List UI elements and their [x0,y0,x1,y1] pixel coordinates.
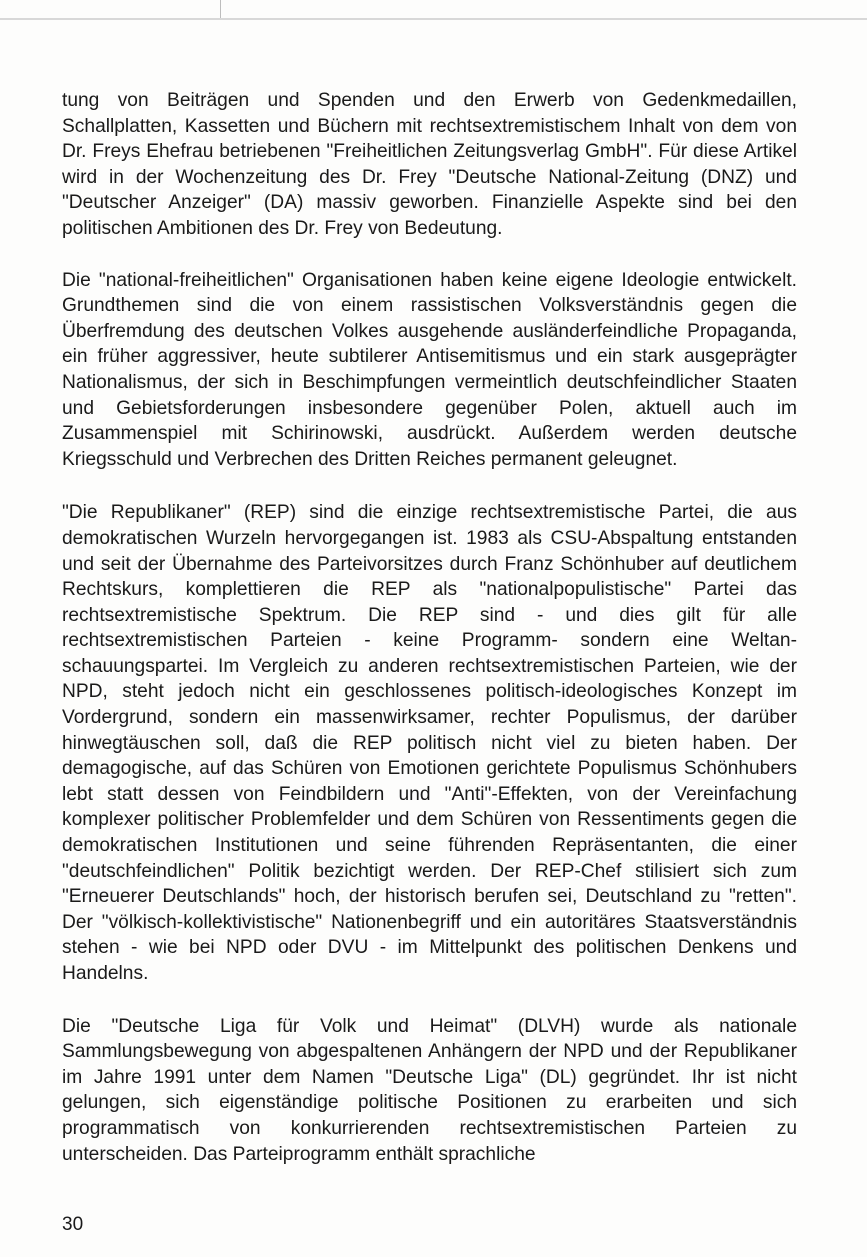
scan-top-edge [0,18,867,20]
body-text [62,88,797,1192]
paragraph-funding: tung von Beiträgen und Spenden und den Erwerb von Gedenkmedaillen, Schallplatten, Kassetten und Büchern mit rechtsextremistischem Inhalt von dem von Dr. Freys Ehefrau betriebenen "Freiheitlichen Zeitungsverlag GmbH". Für diese Artikel wird in der Wochenzeitung des Dr. Frey "Deutsche National-Zeitung (DNZ) und "Deutscher Anzeiger" (DA) massiv geworben. Finanzielle Aspekte sind bei den politischen Ambitionen des Dr. Frey von Bedeutung. [62,90,797,239]
scan-edge-mark [220,0,221,18]
paragraph-republikaner: "Die Republikaner" (REP) sind die einzige rechtsextremistische Partei, die aus demokratischen Wurzeln hervorgegangen ist. 1983 als CSU-Abspaltung entstanden und seit der Übernahme des Parteivorsitzes durch Franz Schönhuber auf deutlichem Rechtskurs, komplettieren die REP als "nationalpopulistische" Partei das rechtsextremistische Spektrum. Die REP sind - und dies gilt für alle rechtsextremistischen Parteien - keine Programm- sondern eine Weltanschauungspartei. Im Vergleich zu anderen rechtsextremistischen Parteien, wie der NPD, steht jedoch nicht ein geschlossenes politisch-ideologisches Konzept im Vordergrund, sondern ein massenwirksamer, rechter Populismus, der darüber hinwegtäuschen soll, daß die REP politisch nicht viel zu bieten haben. Der demagogische, auf das Schüren von Emotionen gerichtete Populismus Schönhubers lebt statt dessen von Feindbildern und "Anti"-Effekten, von der Vereinfachung komplexer politischer Problemfelder und dem Schüren von Ressentiments gegen die demokratischen Institutionen und seine führenden Repräsentanten, die einer "deutschfeindlichen" Politik bezichtigt werden. Der REP-Chef stilisiert sich zum "Erneuerer Deutschlands" hoch, der historisch berufen sei, Deutschland zu "retten". Der "völkisch-kollektivistische" Nationenbegriff und ein autoritäres Staatsverständnis stehen - wie bei NPD oder DVU - im Mittelpunkt des politischen Denkens und Handelns. [62,502,797,984]
paragraph-dlvh: Die "Deutsche Liga für Volk und Heimat" (DLVH) wurde als nationale Sammlungsbewegung von abgespaltenen Anhängern der NPD und der Republikaner im Jahre 1991 unter dem Namen "Deutsche Liga" (DL) gegründet. Ihr ist nicht gelungen, sich eigenständige politische Positionen zu erarbeiten und sich programmatisch von konkurrierenden rechtsextremistischen Parteien zu unterscheiden. Das Parteiprogramm enthält sprachliche [62,1015,797,1165]
paragraph-ideology: Die "national-freiheitlichen" Organisationen haben keine eigene Ideologie entwickelt. Grundthemen sind die von einem rassistischen Volksverständnis gegen die Überfremdung des deutschen Volkes ausgehende ausländerfeindliche Propaganda, ein früher aggressiver, heute subtilerer Antisemitismus und ein stark ausgeprägter Nationalismus, der sich in Beschimpfungen vermeintlich deutschfeindlicher Staaten und Gebietsforderungen insbesondere gegenüber Polen, aktuell auch im Zusammenspiel mit Schirinowski, ausdrückt. Außerdem werden deutsche Kriegsschuld und Verbrechen des Dritten Reiches permanent geleugnet. [62,269,797,470]
page-number: 30 [62,1214,84,1235]
